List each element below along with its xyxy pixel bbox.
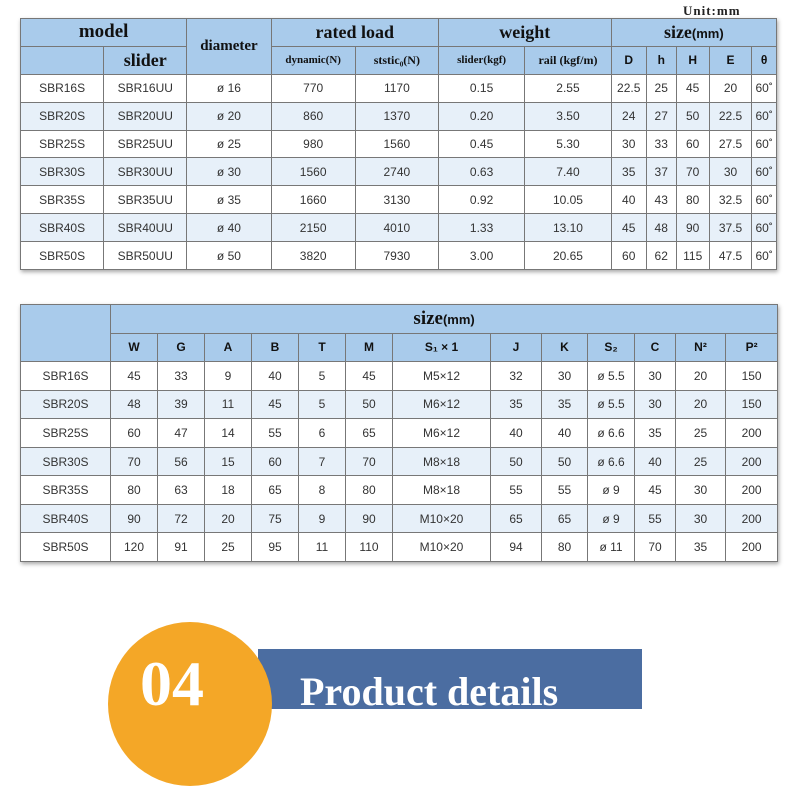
header-slider-kgf: slider(kgf): [438, 46, 524, 74]
cell-col-2: 72: [158, 504, 205, 533]
cell-col-2: 91: [158, 533, 205, 562]
unit-label: Unit:mm: [683, 3, 741, 18]
header-rail: rail (kgf/m): [525, 46, 611, 74]
table-row: [21, 390, 778, 419]
cell-col-5: 11: [299, 533, 346, 562]
cell-col-13: 200: [726, 419, 778, 448]
cell-h: 62: [646, 242, 676, 270]
cell-col-8: 35: [491, 390, 542, 419]
cell-col-11: 55: [635, 504, 676, 533]
cell-h: 27: [646, 102, 676, 130]
header-size-2: [111, 305, 778, 334]
cell-col-10: ø 5.5: [588, 390, 635, 419]
cell-dynamic-load: 980: [271, 130, 355, 158]
header-diameter: diameter: [187, 19, 271, 75]
cell-E: 47.5: [709, 242, 752, 270]
header-size: [611, 19, 776, 47]
cell-col-1: 70: [111, 447, 158, 476]
cell-h: 37: [646, 158, 676, 186]
cell-col-1: 120: [111, 533, 158, 562]
cell-col-4: 95: [252, 533, 299, 562]
cell-h: 43: [646, 186, 676, 214]
cell-col-8: 65: [491, 504, 542, 533]
cell-slider: SBR35UU: [104, 186, 187, 214]
cell-col-10: ø 9: [588, 504, 635, 533]
cell-col-6: 65: [346, 419, 393, 448]
cell-col-1: 90: [111, 504, 158, 533]
cell-col-7: M6×12: [393, 419, 491, 448]
cell-dynamic-load: 1560: [271, 158, 355, 186]
cell-col-9: 50: [542, 447, 588, 476]
cell-h: 33: [646, 130, 676, 158]
cell-theta: 60˚: [752, 186, 777, 214]
cell-col-11: 30: [635, 390, 676, 419]
cell-rail-weight: 5.30: [525, 130, 611, 158]
cell-static-load: 1560: [355, 130, 438, 158]
cell-col-9: 65: [542, 504, 588, 533]
cell-model: SBR25S: [21, 419, 111, 448]
header-model-blank: [21, 46, 104, 74]
cell-slider-weight: 0.15: [438, 74, 524, 102]
cell-rail-weight: 3.50: [525, 102, 611, 130]
cell-slider-weight: 0.63: [438, 158, 524, 186]
cell-col-3: 20: [205, 504, 252, 533]
cell-dynamic-load: 860: [271, 102, 355, 130]
cell-col-5: 5: [299, 362, 346, 391]
header-rated-load: rated load: [271, 19, 438, 47]
cell-col-2: 63: [158, 476, 205, 505]
size-label-2: size: [413, 307, 443, 329]
size-unit-2: (mm): [442, 311, 475, 327]
cell-dynamic-load: 1660: [271, 186, 355, 214]
cell-diameter: ø 30: [187, 158, 271, 186]
cell-col-7: M10×20: [393, 504, 491, 533]
cell-theta: 60˚: [752, 158, 777, 186]
cell-slider: SBR20UU: [104, 102, 187, 130]
cell-col-9: 30: [542, 362, 588, 391]
cell-col-7: M8×18: [393, 447, 491, 476]
cell-col-2: 56: [158, 447, 205, 476]
cell-col-10: ø 11: [588, 533, 635, 562]
table-row: [21, 242, 777, 270]
table-row: [21, 476, 778, 505]
cell-slider: SBR30UU: [104, 158, 187, 186]
header-col-2: G: [158, 333, 205, 362]
cell-diameter: ø 16: [187, 74, 271, 102]
cell-dynamic-load: 3820: [271, 242, 355, 270]
cell-col-1: 80: [111, 476, 158, 505]
cell-model: SBR16S: [21, 362, 111, 391]
cell-col-10: ø 6.6: [588, 419, 635, 448]
cell-col-7: M10×20: [393, 533, 491, 562]
cell-col-2: 39: [158, 390, 205, 419]
cell-D: 60: [611, 242, 646, 270]
cell-col-8: 40: [491, 419, 542, 448]
spec-table-rated-load: [20, 18, 777, 270]
header-col-4: B: [252, 333, 299, 362]
cell-static-load: 2740: [355, 158, 438, 186]
cell-D: 30: [611, 130, 646, 158]
cell-static-load: 7930: [355, 242, 438, 270]
cell-slider: SBR16UU: [104, 74, 187, 102]
cell-col-10: ø 9: [588, 476, 635, 505]
header-col-7: S₁ × 1: [393, 333, 491, 362]
cell-col-4: 45: [252, 390, 299, 419]
cell-model: SBR50S: [21, 533, 111, 562]
cell-col-11: 40: [635, 447, 676, 476]
cell-col-13: 200: [726, 533, 778, 562]
cell-model: SBR40S: [21, 214, 104, 242]
cell-H: 70: [676, 158, 709, 186]
section-title: Product details: [300, 669, 559, 714]
cell-col-5: 5: [299, 390, 346, 419]
cell-col-3: 15: [205, 447, 252, 476]
cell-H: 90: [676, 214, 709, 242]
cell-E: 22.5: [709, 102, 752, 130]
cell-rail-weight: 13.10: [525, 214, 611, 242]
cell-static-load: 1170: [355, 74, 438, 102]
table-row: [21, 102, 777, 130]
cell-col-12: 20: [676, 362, 726, 391]
cell-col-13: 150: [726, 362, 778, 391]
cell-col-2: 33: [158, 362, 205, 391]
cell-model: SBR50S: [21, 242, 104, 270]
cell-E: 27.5: [709, 130, 752, 158]
cell-D: 40: [611, 186, 646, 214]
cell-col-4: 60: [252, 447, 299, 476]
cell-slider-weight: 0.20: [438, 102, 524, 130]
cell-col-12: 35: [676, 533, 726, 562]
cell-col-1: 60: [111, 419, 158, 448]
cell-col-13: 200: [726, 504, 778, 533]
cell-H: 50: [676, 102, 709, 130]
cell-diameter: ø 35: [187, 186, 271, 214]
header-model: model: [21, 19, 187, 47]
cell-H: 45: [676, 74, 709, 102]
cell-model: SBR30S: [21, 158, 104, 186]
cell-col-11: 30: [635, 362, 676, 391]
cell-model: SBR35S: [21, 186, 104, 214]
cell-rail-weight: 10.05: [525, 186, 611, 214]
cell-col-9: 55: [542, 476, 588, 505]
cell-col-12: 25: [676, 447, 726, 476]
header-col-1: W: [111, 333, 158, 362]
cell-diameter: ø 50: [187, 242, 271, 270]
cell-dynamic-load: 770: [271, 74, 355, 102]
cell-col-6: 70: [346, 447, 393, 476]
cell-D: 35: [611, 158, 646, 186]
header-col-12: N²: [676, 333, 726, 362]
table-row: [21, 74, 777, 102]
size-unit: (mm): [691, 25, 724, 41]
cell-diameter: ø 20: [187, 102, 271, 130]
cell-theta: 60˚: [752, 74, 777, 102]
cell-col-9: 80: [542, 533, 588, 562]
cell-col-6: 80: [346, 476, 393, 505]
cell-col-4: 40: [252, 362, 299, 391]
cell-H: 60: [676, 130, 709, 158]
cell-diameter: ø 25: [187, 130, 271, 158]
cell-col-6: 90: [346, 504, 393, 533]
cell-D: 45: [611, 214, 646, 242]
cell-slider-weight: 3.00: [438, 242, 524, 270]
cell-model: SBR20S: [21, 102, 104, 130]
cell-slider-weight: 0.92: [438, 186, 524, 214]
cell-col-3: 14: [205, 419, 252, 448]
cell-D: 24: [611, 102, 646, 130]
cell-theta: 60˚: [752, 102, 777, 130]
cell-static-load: 4010: [355, 214, 438, 242]
cell-H: 80: [676, 186, 709, 214]
cell-col-3: 18: [205, 476, 252, 505]
cell-model: SBR35S: [21, 476, 111, 505]
cell-col-5: 7: [299, 447, 346, 476]
cell-col-7: M8×18: [393, 476, 491, 505]
cell-model: SBR30S: [21, 447, 111, 476]
cell-col-12: 30: [676, 504, 726, 533]
cell-col-6: 110: [346, 533, 393, 562]
cell-col-4: 55: [252, 419, 299, 448]
cell-col-10: ø 6.6: [588, 447, 635, 476]
table-row: [21, 533, 778, 562]
header-h: h: [646, 46, 676, 74]
cell-slider: SBR25UU: [104, 130, 187, 158]
header-static: ststic₀(N): [355, 46, 438, 74]
cell-static-load: 1370: [355, 102, 438, 130]
cell-E: 20: [709, 74, 752, 102]
table-row: [21, 214, 777, 242]
cell-dynamic-load: 2150: [271, 214, 355, 242]
cell-model: SBR20S: [21, 390, 111, 419]
cell-col-8: 55: [491, 476, 542, 505]
cell-model: SBR40S: [21, 504, 111, 533]
cell-col-1: 48: [111, 390, 158, 419]
cell-col-8: 32: [491, 362, 542, 391]
header-model-blank-2: [21, 305, 111, 362]
cell-slider: SBR50UU: [104, 242, 187, 270]
cell-slider-weight: 0.45: [438, 130, 524, 158]
table-row: [21, 362, 778, 391]
table-row: [21, 419, 778, 448]
cell-col-6: 45: [346, 362, 393, 391]
spec-table-dimensions: [20, 304, 778, 562]
cell-h: 48: [646, 214, 676, 242]
header-H: H: [676, 46, 709, 74]
header-col-13: P²: [726, 333, 778, 362]
cell-D: 22.5: [611, 74, 646, 102]
cell-rail-weight: 7.40: [525, 158, 611, 186]
cell-col-12: 20: [676, 390, 726, 419]
cell-col-8: 50: [491, 447, 542, 476]
cell-col-8: 94: [491, 533, 542, 562]
cell-E: 37.5: [709, 214, 752, 242]
table-row: [21, 447, 778, 476]
header-theta: θ: [752, 46, 777, 74]
cell-col-5: 6: [299, 419, 346, 448]
cell-slider-weight: 1.33: [438, 214, 524, 242]
header-col-8: J: [491, 333, 542, 362]
cell-col-3: 9: [205, 362, 252, 391]
header-E: E: [709, 46, 752, 74]
cell-theta: 60˚: [752, 130, 777, 158]
cell-col-2: 47: [158, 419, 205, 448]
cell-theta: 60˚: [752, 214, 777, 242]
header-weight: weight: [438, 19, 611, 47]
cell-col-3: 25: [205, 533, 252, 562]
cell-col-6: 50: [346, 390, 393, 419]
cell-col-7: M5×12: [393, 362, 491, 391]
cell-rail-weight: 2.55: [525, 74, 611, 102]
cell-diameter: ø 40: [187, 214, 271, 242]
cell-rail-weight: 20.65: [525, 242, 611, 270]
cell-col-11: 45: [635, 476, 676, 505]
cell-theta: 60˚: [752, 242, 777, 270]
cell-col-3: 11: [205, 390, 252, 419]
cell-h: 25: [646, 74, 676, 102]
cell-col-5: 9: [299, 504, 346, 533]
section-number: 04: [140, 648, 204, 719]
cell-col-9: 35: [542, 390, 588, 419]
header-col-3: A: [205, 333, 252, 362]
cell-col-7: M6×12: [393, 390, 491, 419]
cell-col-11: 35: [635, 419, 676, 448]
table-row: [21, 504, 778, 533]
cell-col-1: 45: [111, 362, 158, 391]
header-dynamic: dynamic(N): [271, 46, 355, 74]
cell-col-13: 150: [726, 390, 778, 419]
cell-E: 32.5: [709, 186, 752, 214]
header-D: D: [611, 46, 646, 74]
cell-model: SBR16S: [21, 74, 104, 102]
cell-col-9: 40: [542, 419, 588, 448]
cell-col-4: 65: [252, 476, 299, 505]
header-col-5: T: [299, 333, 346, 362]
cell-H: 115: [676, 242, 709, 270]
cell-col-5: 8: [299, 476, 346, 505]
cell-col-10: ø 5.5: [588, 362, 635, 391]
cell-col-13: 200: [726, 447, 778, 476]
cell-E: 30: [709, 158, 752, 186]
table-row: [21, 130, 777, 158]
cell-col-11: 70: [635, 533, 676, 562]
cell-model: SBR25S: [21, 130, 104, 158]
header-col-11: C: [635, 333, 676, 362]
cell-static-load: 3130: [355, 186, 438, 214]
header-col-10: S₂: [588, 333, 635, 362]
cell-col-13: 200: [726, 476, 778, 505]
cell-col-12: 30: [676, 476, 726, 505]
header-slider: slider: [104, 46, 187, 74]
cell-slider: SBR40UU: [104, 214, 187, 242]
table-row: [21, 158, 777, 186]
header-col-6: M: [346, 333, 393, 362]
cell-col-12: 25: [676, 419, 726, 448]
cell-col-4: 75: [252, 504, 299, 533]
table-row: [21, 186, 777, 214]
size-label: size: [663, 21, 692, 42]
header-col-9: K: [542, 333, 588, 362]
